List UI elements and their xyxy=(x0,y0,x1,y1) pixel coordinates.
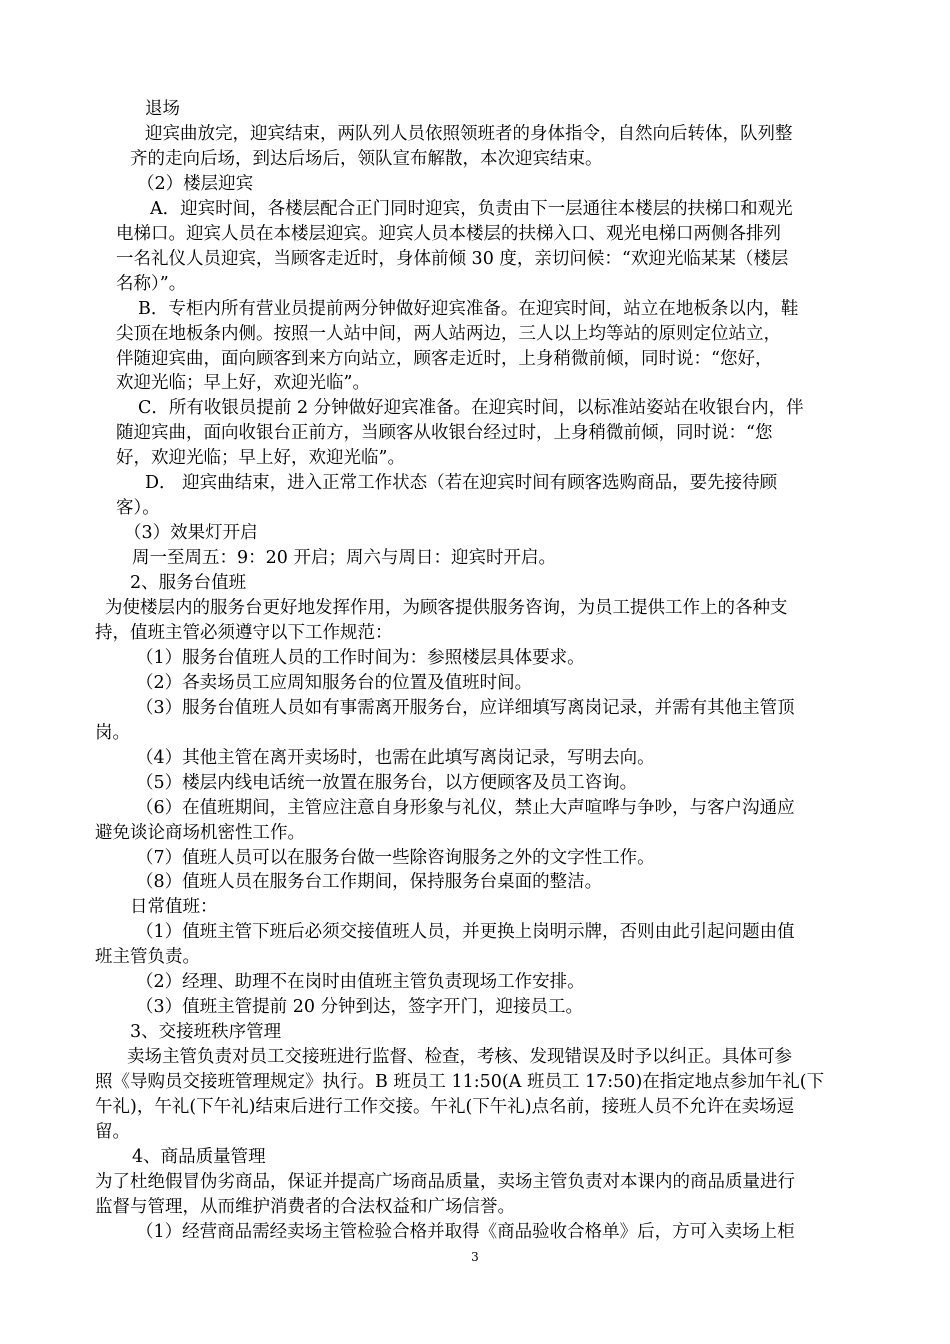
text-line: D． 迎宾曲结束，进入正常工作状态（若在迎宾时间有顾客选购商品，要先接待顾 xyxy=(145,473,778,494)
section-heading: 4、商品质量管理 xyxy=(132,1146,266,1167)
section-heading: （2）楼层迎宾 xyxy=(137,173,254,194)
text-line: 为了杜绝假冒伪劣商品，保证并提高广场商品质量，卖场主管负责对本课内的商品质量进行 xyxy=(95,1171,795,1192)
text-line: 班主管负责。 xyxy=(95,947,200,968)
list-item: （3）服务台值班人员如有事需离开服务台，应详细填写离岗记录，并需有其他主管顶 xyxy=(136,697,795,718)
list-item: （2）经理、助理不在岗时由值班主管负责现场工作安排。 xyxy=(136,972,585,993)
list-item: （8）值班人员在服务台工作期间，保持服务台桌面的整洁。 xyxy=(136,872,603,893)
text-line: B．专柜内所有营业员提前两分钟做好迎宾准备。在迎宾时间，站立在地板条以内，鞋 xyxy=(138,298,799,319)
list-item: （1）服务台值班人员的工作时间为：参照楼层具体要求。 xyxy=(136,647,585,668)
text-line: 一名礼仪人员迎宾，当顾客走近时，身体前倾 30 度，亲切问候：“欢迎光临某某（楼层 xyxy=(116,248,789,269)
text-line: A．迎宾时间，各楼层配合正门同时迎宾，负责由下一层通往本楼层的扶梯口和观光 xyxy=(150,198,793,219)
text-line: 卖场主管负责对员工交接班进行监督、检查，考核、发现错误及时予以纠正。具体可参 xyxy=(127,1047,792,1068)
text-line: 午礼)，午礼(下午礼)结束后进行工作交接。午礼(下午礼)点名前，接班人员不允许在卖场逗 xyxy=(95,1097,795,1117)
section-heading: 2、服务台值班 xyxy=(130,573,247,593)
text-line: 周一至周五：9：20 开启；周六与周日：迎宾时开启。 xyxy=(132,548,556,569)
text-line: 留。 xyxy=(95,1121,130,1142)
list-item: （1）值班主管下班后必须交接值班人员，并更换上岗明示牌，否则由此引起问题由值 xyxy=(136,922,795,943)
section-heading: 3、交接班秩序管理 xyxy=(130,1022,282,1043)
text-line: 退场 xyxy=(145,99,180,119)
text-line: 齐的走向后场，到达后场后，领队宣布解散，本次迎宾结束。 xyxy=(130,148,603,169)
list-item: （4）其他主管在离开卖场时，也需在此填写离岗记录，写明去向。 xyxy=(136,747,655,768)
text-line: 随迎宾曲，面向收银台正前方，当顾客从收银台经过时，上身稍微前倾，同时说：“您 xyxy=(116,423,773,444)
section-heading: 日常值班： xyxy=(130,897,218,918)
list-item: （1）经营商品需经卖场主管检验合格并取得《商品验收合格单》后，方可入卖场上柜 xyxy=(136,1221,795,1242)
text-line: 好，欢迎光临；早上好，欢迎光临”。 xyxy=(116,448,405,469)
list-item: （2）各卖场员工应周知服务台的位置及值班时间。 xyxy=(136,672,533,693)
text-line: 为使楼层内的服务台更好地发挥作用，为顾客提供服务咨询，为员工提供工作上的各种支 xyxy=(105,598,788,618)
text-line: 监督与管理，从而维护消费者的合法权益和广场信誉。 xyxy=(95,1196,515,1217)
text-line: 避免谈论商场机密性工作。 xyxy=(95,822,305,843)
text-line: 名称）”。 xyxy=(116,273,187,294)
text-line: 持，值班主管必须遵守以下工作规范： xyxy=(95,622,393,643)
page-number: 3 xyxy=(471,1250,479,1264)
section-heading: （3）效果灯开启 xyxy=(124,523,258,544)
text-line: 客）。 xyxy=(116,498,160,519)
list-item: （6）在值班期间，主管应注意自身形象与礼仪，禁止大声喧哗与争吵，与客户沟通应 xyxy=(136,797,795,818)
text-line: C．所有收银员提前 2 分钟做好迎宾准备。在迎宾时间，以标准站姿站在收银台内，伴 xyxy=(138,398,804,419)
text-line: 欢迎光临；早上好，欢迎光临”。 xyxy=(116,373,370,394)
list-item: （3）值班主管提前 20 分钟到达，签字开门，迎接员工。 xyxy=(136,997,584,1018)
text-line: 尖顶在地板条内侧。按照一人站中间，两人站两边，三人以上均等站的原则定位站立， xyxy=(116,323,781,344)
text-line: 伴随迎宾曲，面向顾客到来方向站立，顾客走近时，上身稍微前倾，同时说：“您好， xyxy=(116,348,773,369)
text-line: 岗。 xyxy=(95,722,130,743)
text-line: 电梯口。迎宾人员在本楼层迎宾。迎宾人员本楼层的扶梯入口、观光电梯口两侧各排列 xyxy=(116,223,781,244)
text-line: 照《导购员交接班管理规定》执行。B 班员工 11:50(A 班员工 17:50)在指定地点参加午礼(下 xyxy=(95,1072,825,1092)
text-line: 迎宾曲放完，迎宾结束，两队列人员依照领班者的身体指令，自然向后转体，队列整 xyxy=(145,124,793,144)
list-item: （7）值班人员可以在服务台做一些除咨询服务之外的文字性工作。 xyxy=(136,847,655,868)
list-item: （5）楼层内线电话统一放置在服务台，以方便顾客及员工咨询。 xyxy=(136,772,638,793)
